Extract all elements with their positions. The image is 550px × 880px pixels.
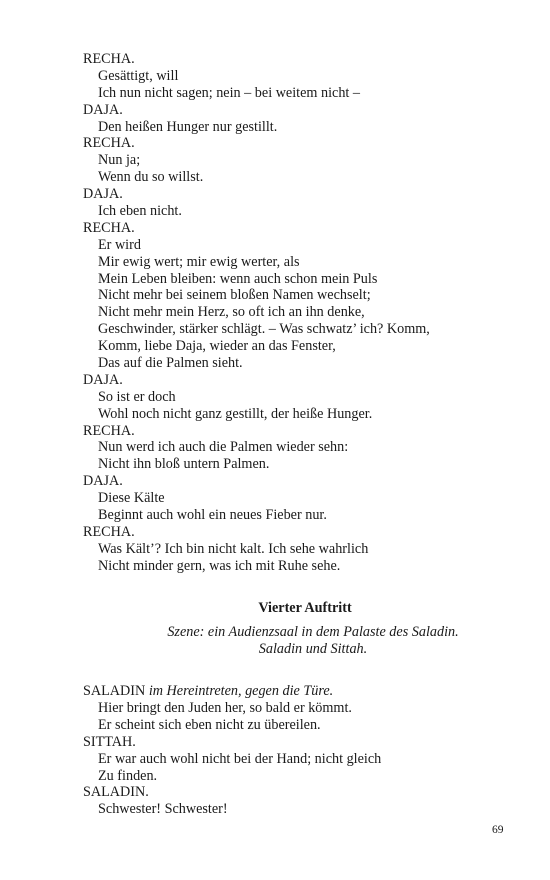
verse-line: Nicht mehr bei seinem bloßen Namen wechselt; [98, 287, 371, 304]
verse-line: Ich nun nicht sagen; nein – bei weitem nicht – [98, 84, 361, 101]
verse-line: Zu finden. [98, 767, 158, 784]
scene-description-line-1: Szene: ein Audienzsaal in dem Palaste des Saladin. [167, 624, 459, 641]
verse-line: Geschwinder, stärker schlägt. – Was schwatz’ ich? Komm, [98, 321, 430, 338]
speaker-name: RECHA. [83, 219, 135, 236]
verse-line: Ich eben nicht. [98, 203, 182, 220]
spacer [83, 675, 513, 683]
spacer [83, 575, 513, 592]
dialogue-block-before-scene [83, 51, 513, 575]
verse-line: Wenn du so willst. [98, 169, 204, 186]
verse-line: Hier bringt den Juden her, so bald er kömmt. [98, 699, 352, 716]
scene-description-line-2: Saladin und Sittah. [258, 641, 368, 658]
verse-line: Nicht minder gern, was ich mit Ruhe sehe. [98, 557, 341, 574]
verse-line: Nun werd ich auch die Palmen wieder sehn: [98, 439, 349, 456]
verse-line: Er war auch wohl nicht bei der Hand; nicht gleich [98, 750, 382, 767]
verse-line: Das auf die Palmen sieht. [98, 355, 243, 372]
speaker-name: RECHA. [83, 135, 135, 152]
verse-line: Den heißen Hunger nur gestillt. [98, 118, 278, 135]
verse-line: Mein Leben bleiben: wenn auch schon mein Puls [98, 270, 378, 287]
verse-line: Diese Kälte [98, 490, 165, 507]
speaker-name: DAJA. [83, 371, 123, 388]
page-number: 69 [492, 824, 504, 836]
scene-title: Vierter Auftritt [258, 599, 352, 616]
speaker-name: RECHA. [83, 422, 135, 439]
verse-line: Wohl noch nicht ganz gestillt, der heiße Hunger. [98, 405, 373, 422]
speaker-name: SITTAH. [83, 733, 136, 750]
verse-line: Was Kält’? Ich bin nicht kalt. Ich sehe wahrlich [98, 540, 369, 557]
speaker-name: DAJA. [83, 186, 123, 203]
page-content [83, 51, 513, 818]
speaker-name: RECHA. [83, 523, 135, 540]
verse-line: Er scheint sich eben nicht zu übereilen. [98, 716, 321, 733]
verse-line: Schwester! Schwester! [98, 801, 228, 818]
speaker-with-stage-direction [83, 683, 513, 700]
speaker-name: DAJA. [83, 101, 123, 118]
verse-line: Mir ewig wert; mir ewig werter, als [98, 253, 300, 270]
speaker-name: SALADIN [83, 683, 146, 700]
spacer [83, 658, 513, 675]
verse-line: Beginnt auch wohl ein neues Fieber nur. [98, 507, 327, 524]
verse-line: Nicht ihn bloß untern Palmen. [98, 456, 270, 473]
speaker-name: RECHA. [83, 51, 135, 67]
verse-line: Gesättigt, will [98, 67, 179, 84]
verse-line: Nun ja; [98, 152, 141, 169]
spacer [83, 616, 513, 624]
speaker-name: DAJA. [83, 473, 123, 490]
stage-direction: im Hereintreten, gegen die Türe. [148, 683, 334, 700]
spacer [83, 592, 513, 600]
verse-line: Nicht mehr mein Herz, so oft ich an ihn denke, [98, 304, 365, 321]
verse-line: Komm, liebe Daja, wieder an das Fenster, [98, 338, 336, 355]
dialogue-block-after-scene [83, 683, 513, 818]
speaker-name: SALADIN. [83, 784, 149, 801]
verse-line: So ist er doch [98, 388, 176, 405]
verse-line: Er wird [98, 236, 141, 253]
